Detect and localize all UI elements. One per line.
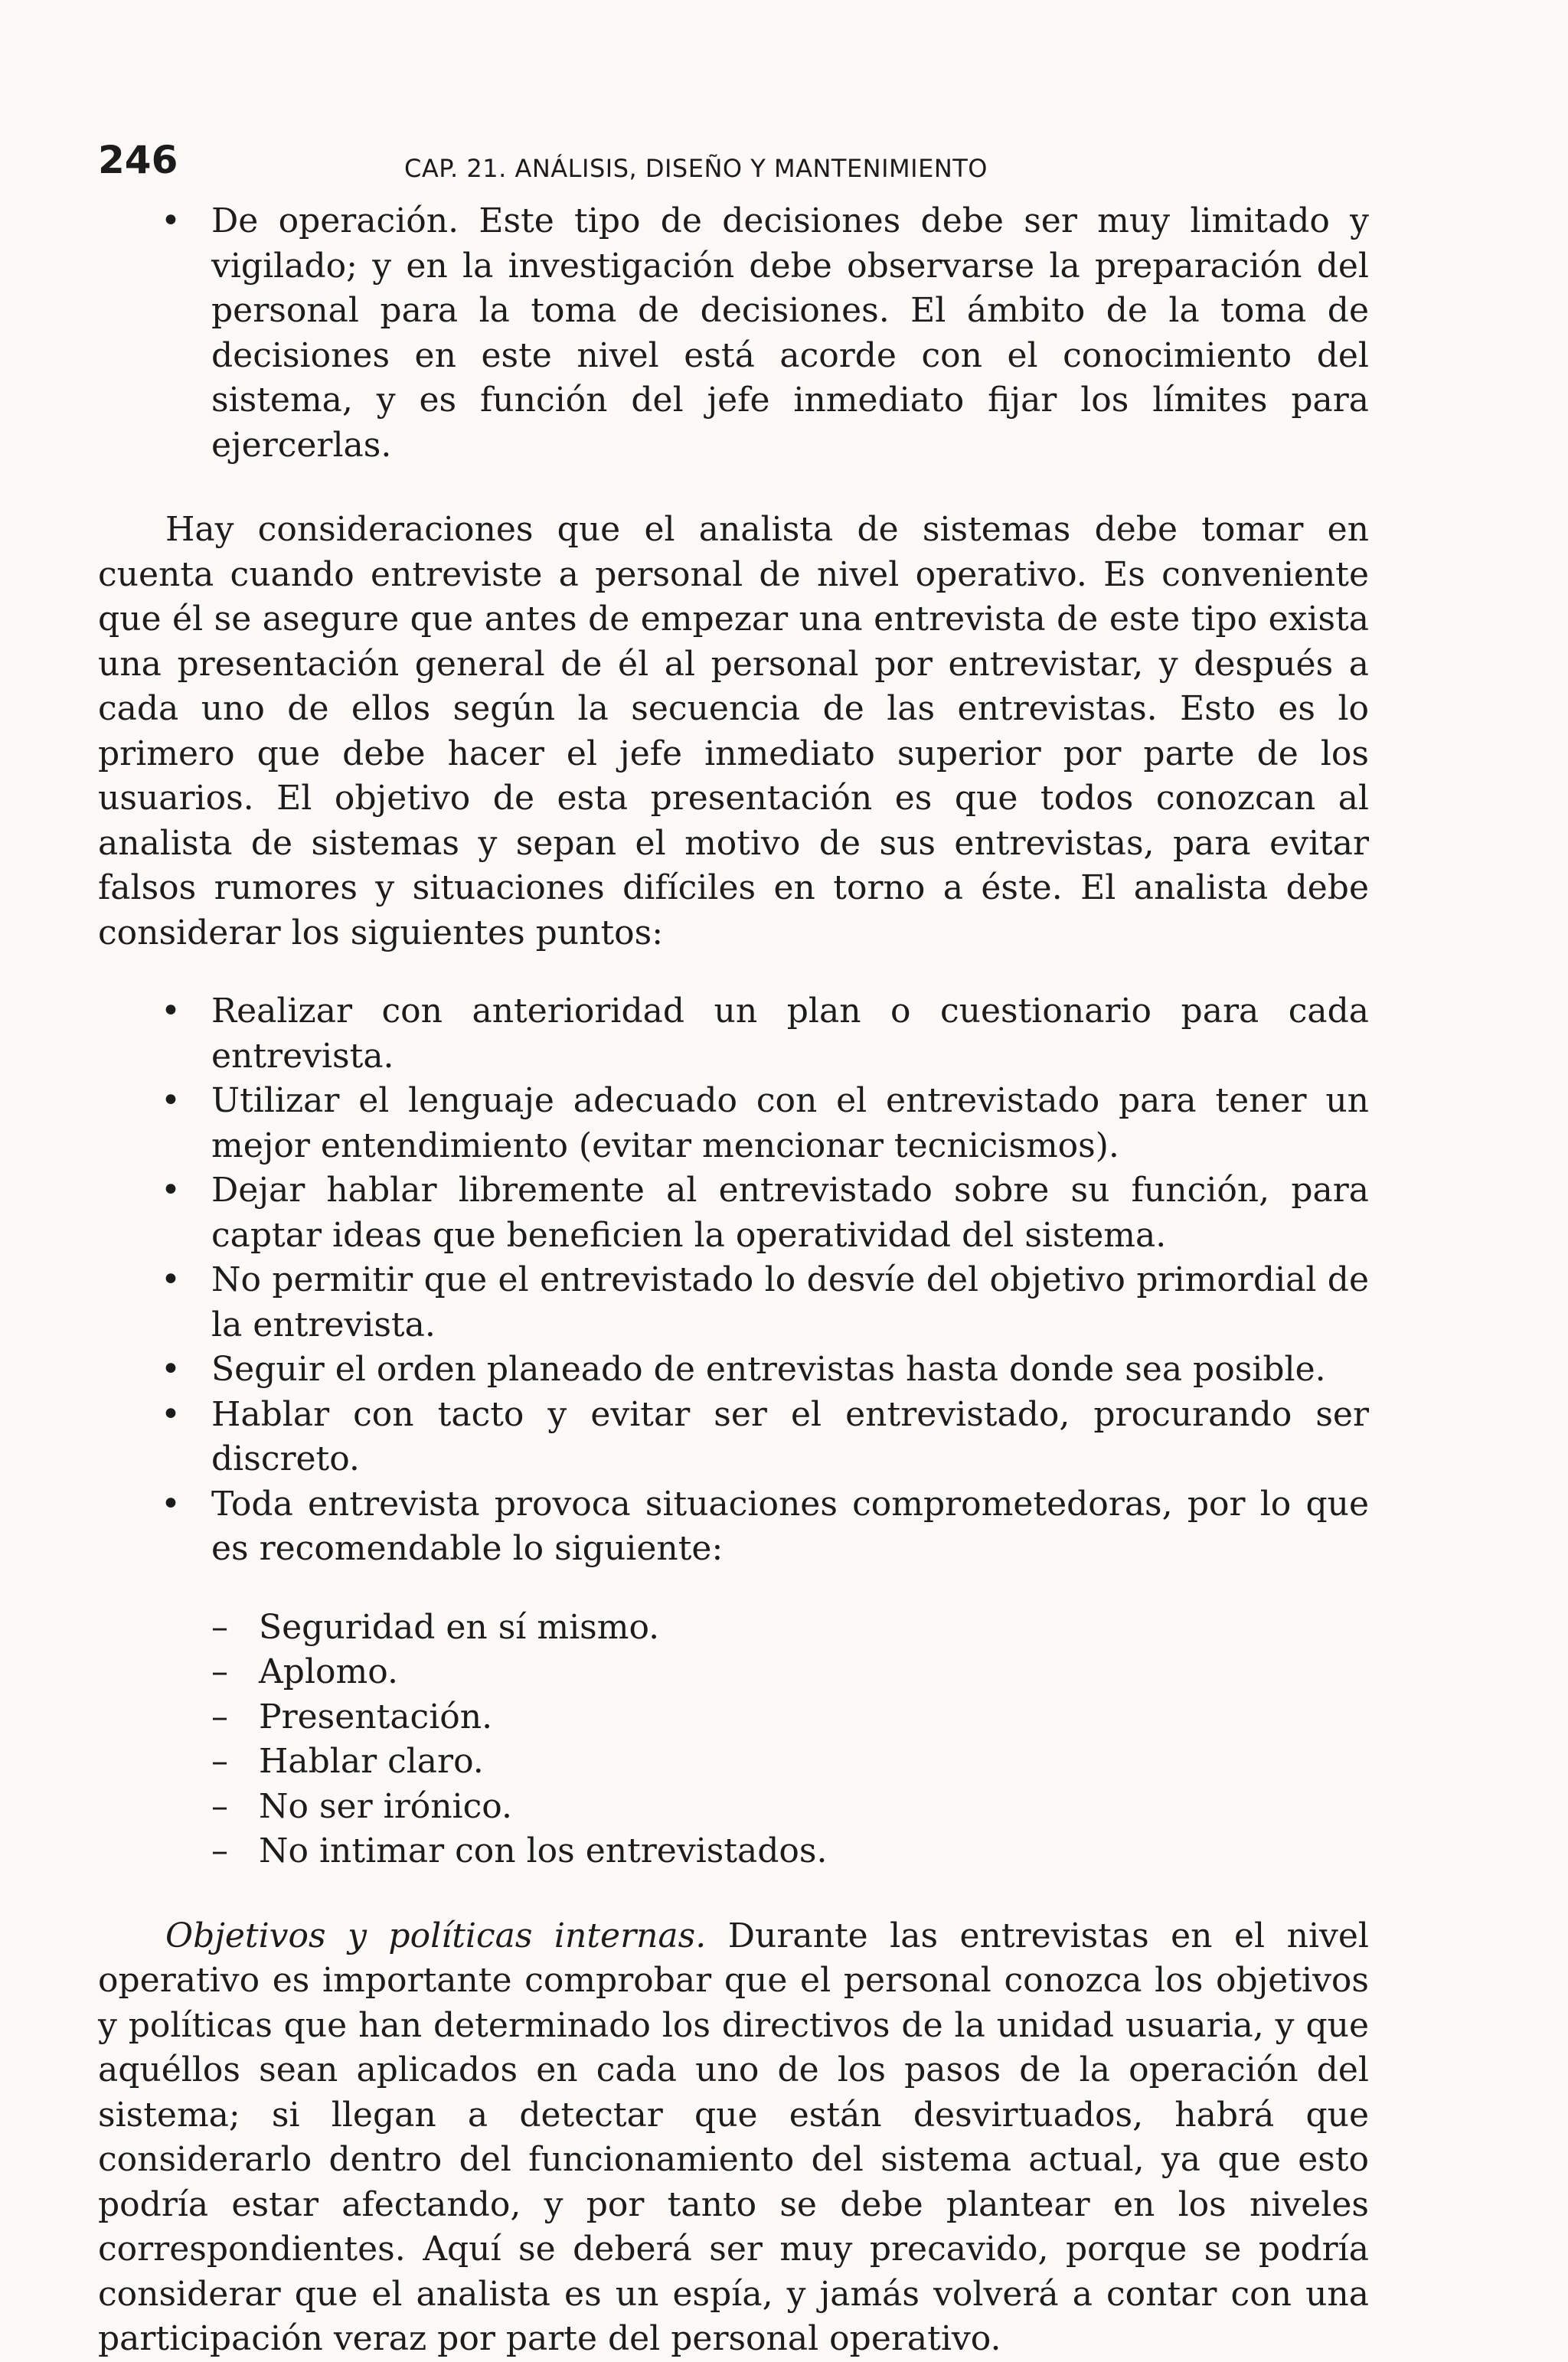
chapter-title: CAP. 21. ANÁLISIS, DISEÑO Y MANTENIMIENTO [404,154,988,183]
page-number: 246 [98,138,178,182]
list-item: • No permitir que el entrevistado lo desvíe del objetivo primordial de la entrevista. [98,1258,1369,1348]
list-item: • Toda entrevista provoca situaciones comprometedoras, por lo que es recomendable lo siguiente: [98,1482,1369,1572]
intro-bullet-list [98,199,1369,468]
sublist-item: – Seguridad en sí mismo. [98,1606,1369,1651]
paragraph-body: Durante las entrevistas en el nivel operativo es importante comprobar que el personal conozca los objetivos y políticas que han determinado los directivos de la unidad usuaria, y que aquéllos sean aplicados en cada uno de los pasos de la operación del sistema; si llegan a detectar que están desvirtuados, habrá que considerarlo dentro del funcionamiento del sistema actual, ya que esto podría estar afectando, y por tanto se debe plantear en los niveles correspondientes. Aquí se deberá ser muy precavido, porque se podría considerar que el analista es un espía, y jamás volverá a contar con una participación veraz por parte del personal operativo. [98,1916,1369,2358]
paragraph-objectives-policies [98,1914,1369,2362]
section-run-in-heading: Objetivos y políticas internas. [165,1916,707,1955]
bullet-item-operacion: • De operación. Este tipo de decisiones debe ser muy limitado y vigilado; y en la investigación debe observarse la preparación del personal para la toma de decisiones. El ámbito de la toma de decisiones en este nivel está acorde con el conocimiento del sistema, y es función del jefe inmediato fijar los límites para ejercerlas. [98,199,1369,468]
book-page [98,130,1369,2362]
spacer [98,1572,1369,1606]
spacer [98,956,1369,989]
spacer [98,1874,1369,1914]
interview-points-list [98,989,1369,1572]
recommendations-sublist [98,1606,1369,1874]
list-item: • Seguir el orden planeado de entrevistas hasta donde sea posible. [98,1348,1369,1393]
sublist-item: – Presentación. [98,1695,1369,1740]
sublist-item: – No ser irónico. [98,1785,1369,1830]
spacer [98,468,1369,508]
running-header [98,130,1369,199]
sublist-item: – No intimar con los entrevistados. [98,1829,1369,1874]
list-item: • Realizar con anterioridad un plan o cuestionario para cada entrevista. [98,989,1369,1079]
paragraph-considerations: Hay consideraciones que el analista de sistemas debe tomar en cuenta cuando entreviste a personal de nivel operativo. Es conveniente que él se asegure que antes de empezar una entrevista de este tipo exista una presentación general de él al personal por entrevistar, y después a cada uno de ellos según la secuencia de las entrevistas. Esto es lo primero que debe hacer el jefe inmediato superior por parte de los usuarios. El objetivo de esta presentación es que todos conozcan al analista de sistemas y sepan el motivo de sus entrevistas, para evitar falsos rumores y situaciones difíciles en torno a éste. El analista debe considerar los siguientes puntos: [98,510,1369,952]
sublist-item: – Aplomo. [98,1650,1369,1695]
list-item: • Utilizar el lenguaje adecuado con el entrevistado para tener un mejor entendimiento (evitar mencionar tecnicismos). [98,1079,1369,1168]
sublist-item: – Hablar claro. [98,1740,1369,1785]
list-item: • Dejar hablar libremente al entrevistado sobre su función, para captar ideas que beneficien la operatividad del sistema. [98,1168,1369,1258]
list-item: • Hablar con tacto y evitar ser el entrevistado, procurando ser discreto. [98,1393,1369,1482]
